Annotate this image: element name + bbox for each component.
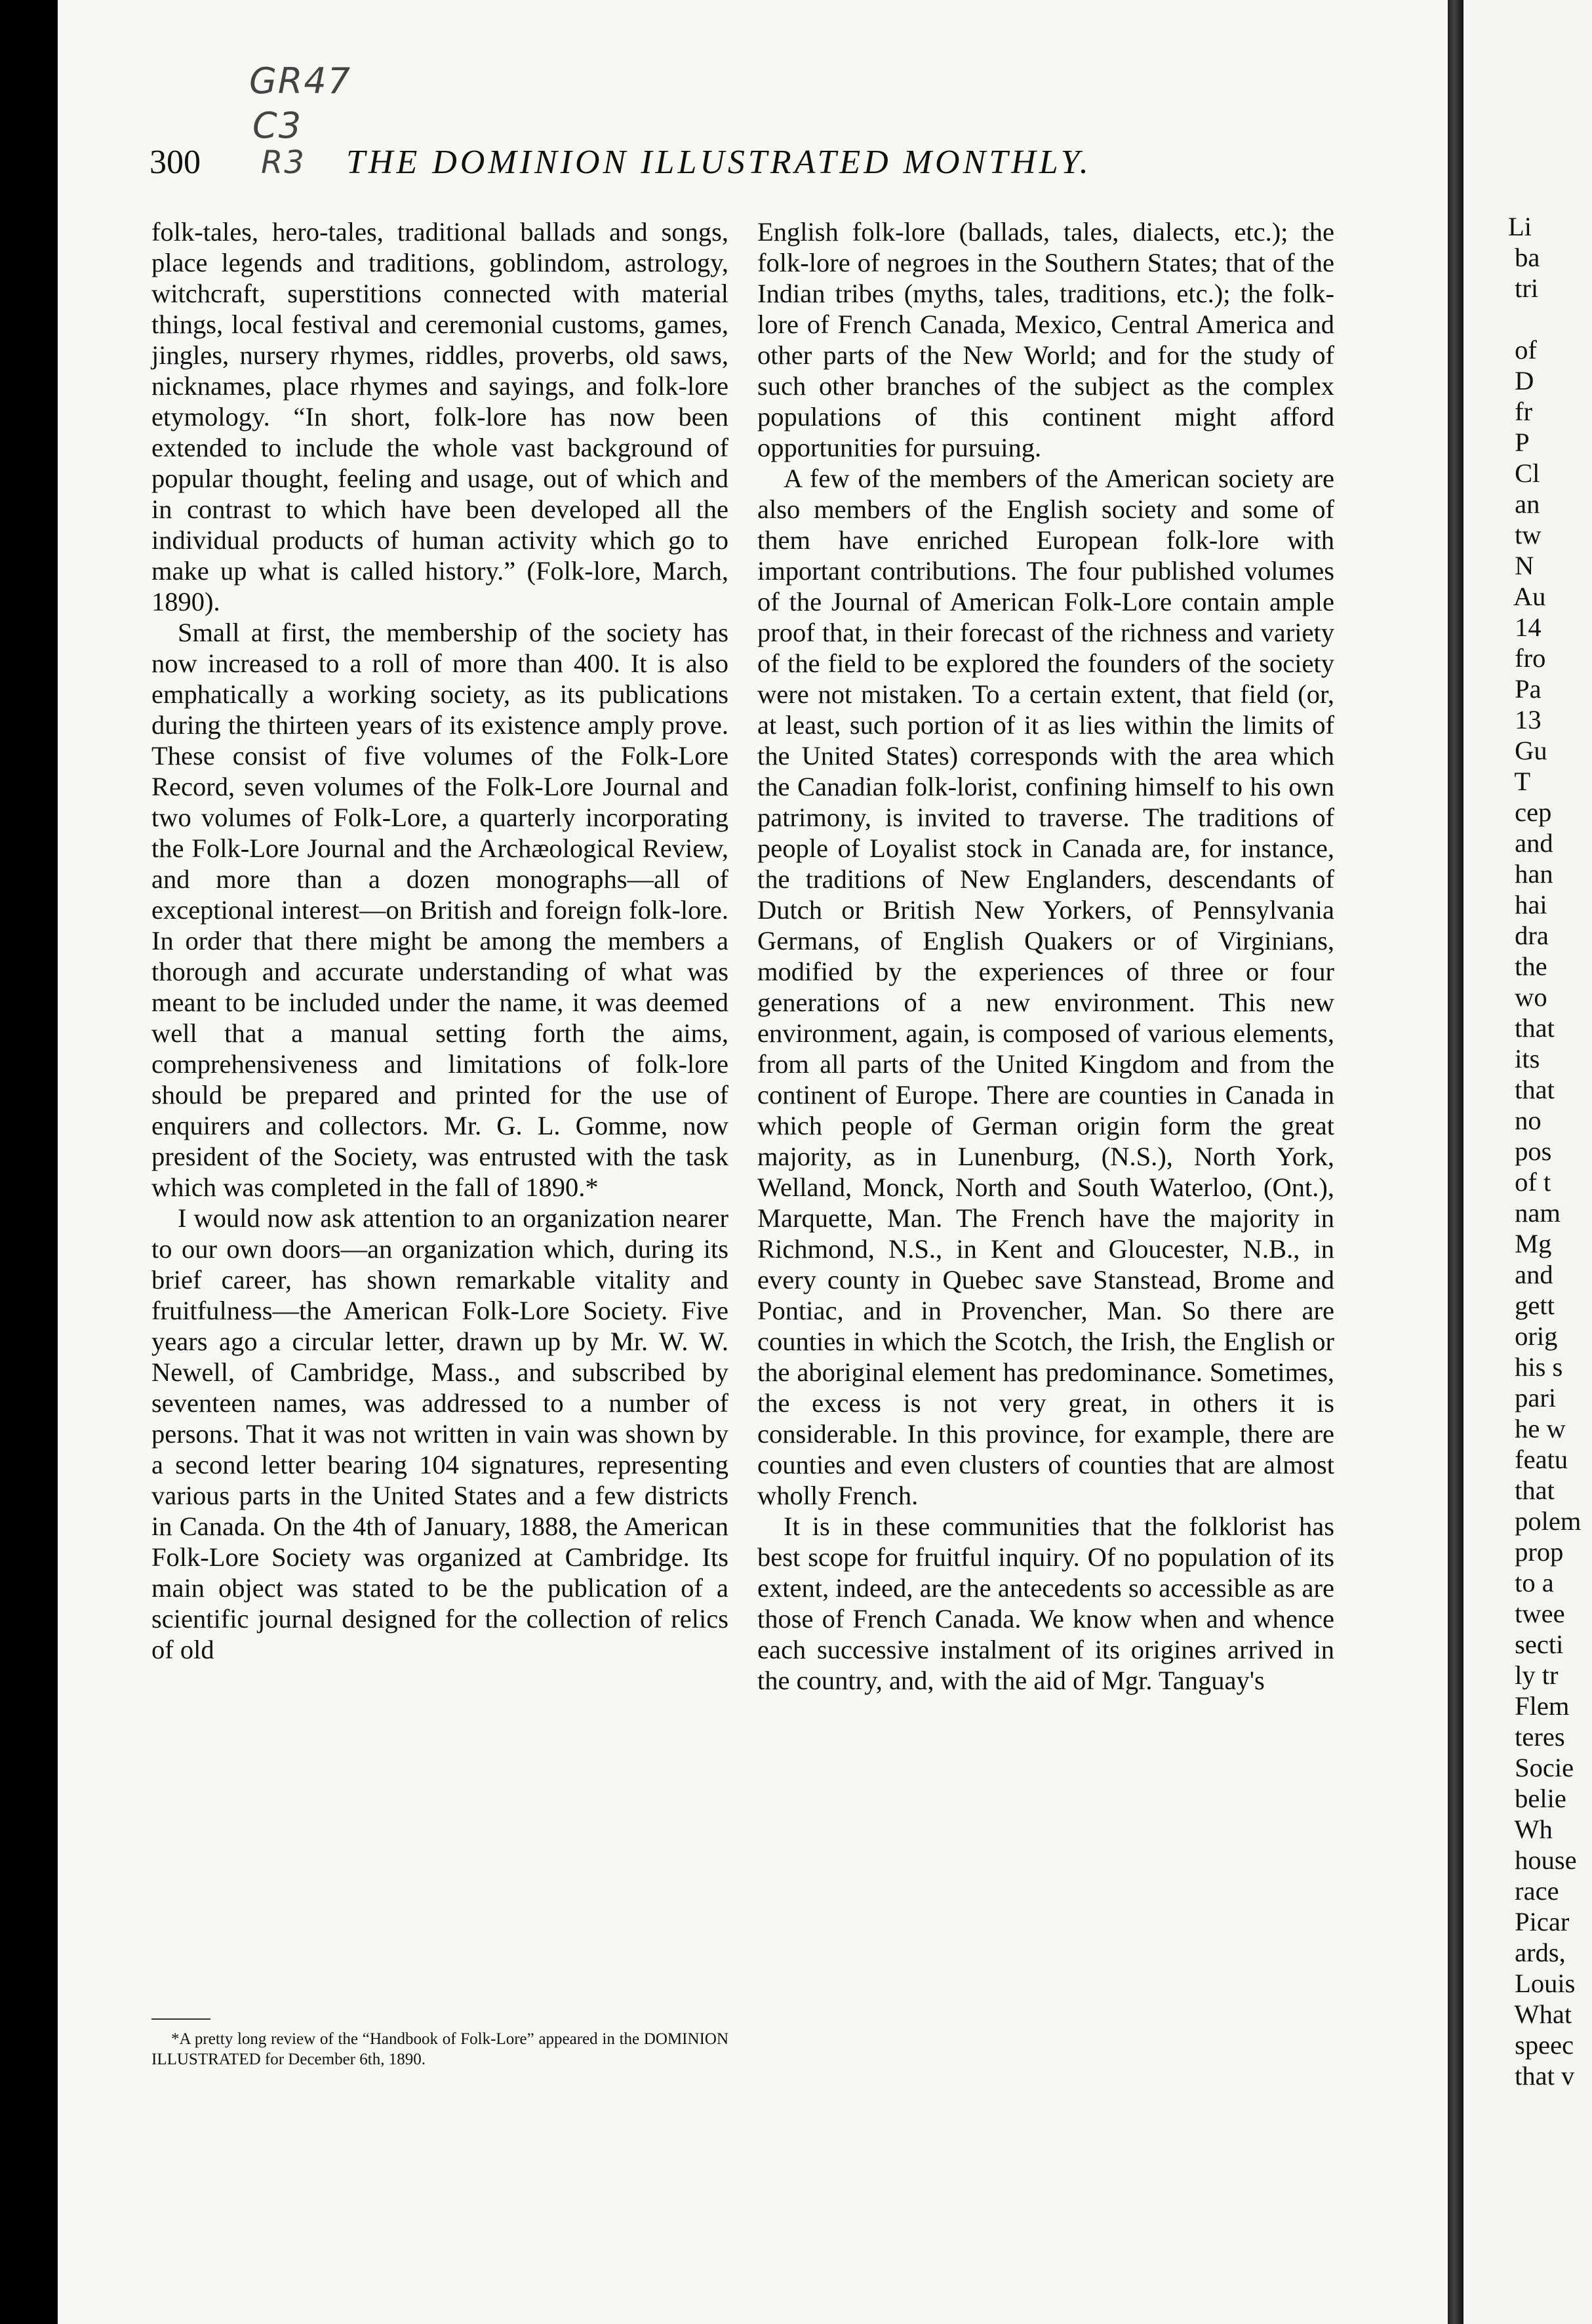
paragraph: English folk-lore (ballads, tales, dialects, etc.); the folk-lore of negroes in the Southern States; that of the Indian tribes (myths, tales, traditions, etc.); the folk-lore of French Canada, Mexico, Central America and other parts of the New World; and for the study of such other branches of the subject as the complex populations of this continent might afford opportunities for pursuing. [757, 217, 1334, 462]
footnote-text: *A pretty long review of the “Handbook of Folk-Lore” appeared in the DOMINION ILLUSTRATED for December 6th, 1890. [151, 2030, 728, 2068]
paragraph: It is in these communities that the folklorist has best scope for fruitful inquiry. Of no population of its extent, indeed, are the antecedents so accessible as are those of French Canada. We know when and whence each successive instalment of its origines arrived in the country, and, with the aid of Mgr. Tanguay's [757, 1512, 1334, 1695]
running-title: THE DOMINION ILLUSTRATED MONTHLY. [346, 144, 1092, 181]
footnote-rule [151, 2018, 210, 2020]
text-column-right [757, 216, 1334, 1696]
handwritten-callnumber-2: C3 [252, 105, 303, 146]
facing-page-text-fragment: Li ba tri of D fr P Cl an tw N Au 14 fro Pa 13 Gu T cep and han hai dra the wo that its that no pos of t nam Mg and gett orig his s pari he w featu that polem prop to a twee secti ly tr Flem teres Socie belie Wh house race Picar ards, Louis What speec that v [1508, 212, 1582, 2091]
handwritten-callnumber-3: R3 [261, 144, 306, 181]
page-gutter [1448, 0, 1463, 2324]
paragraph: Small at first, the membership of the society has now increased to a roll of more than 400. It is also emphatically a working society, as its publications during the thirteen years of its existence amply prove. These consist of five volumes of the Folk-Lore Record, seven volumes of the Folk-Lore Journal and two volumes of Folk-Lore, a quarterly incorporating the Folk-Lore Journal and the Archæological Review, and more than a dozen monographs—all of exceptional interest—on British and foreign folk-lore. In order that there might be among the members a thorough and accurate understanding of what was meant to be included under the name, it was deemed well that a manual setting forth the aims, comprehensiveness and limitations of folk-lore should be prepared and printed for the use of enquirers and collectors. Mr. G. L. Gomme, now president of the Society, was entrusted with the task which was completed in the fall of 1890.* [151, 618, 728, 1202]
text-column-left [151, 216, 728, 1665]
handwritten-callnumber-1: GR47 [249, 60, 352, 102]
running-header [149, 139, 1199, 186]
page-number: 300 [149, 144, 201, 181]
footnote [151, 2029, 728, 2070]
paragraph: I would now ask attention to an organization nearer to our own doors—an organization which, during its brief career, has shown remarkable vitality and fruitfulness—the American Folk-Lore Society. Five years ago a circular letter, drawn up by Mr. W. W. Newell, of Cambridge, Mass., and subscribed by seventeen names, was addressed to a number of persons. That it was not written in vain was shown by a second letter bearing 104 signatures, representing various parts in the United States and a few districts in Canada. On the 4th of January, 1888, the American Folk-Lore Society was organized at Cambridge. Its main object was stated to be the publication of a scientific journal designed for the collection of relics of old [151, 1203, 728, 1664]
paragraph: folk-tales, hero-tales, traditional ballads and songs, place legends and traditions, goblindom, astrology, witchcraft, superstitions connected with material things, local festival and ceremonial customs, games, jingles, nursery rhymes, riddles, proverbs, old saws, nicknames, place rhymes and sayings, and folk-lore etymology. “In short, folk-lore has now been extended to include the whole vast background of popular thought, feeling and usage, out of which and in contrast to which have been developed all the individual products of human activity which go to make up what is called history.” (Folk-lore, March, 1890). [151, 217, 728, 616]
paragraph: A few of the members of the American society are also members of the English society and some of them have enriched European folk-lore with important contributions. The four published volumes of the Journal of American Folk-Lore contain ample proof that, in their forecast of the richness and variety of the field to be explored the founders of the society were not mistaken. To a certain extent, that field (or, at least, such portion of it as lies within the limits of the United States) corresponds with the area which the Canadian folk-lorist, confining himself to his own patrimony, is invited to traverse. The traditions of people of Loyalist stock in Canada are, for instance, the traditions of New Englanders, descendants of Dutch or British New Yorkers, of Pennsylvania Germans, of English Quakers or of Virginians, modified by the experiences of three or four generations of a new environment. This new environment, again, is composed of various elements, from all parts of the United Kingdom and from the continent of Europe. There are counties in Canada in which people of German origin form the great majority, as in Lunenburg, (N.S.), North York, Welland, Monck, North and South Waterloo, (Ont.), Marquette, Man. The French have the majority in Richmond, N.S., in Kent and Gloucester, N.B., in every county in Quebec save Stanstead, Brome and Pontiac, and in Provencher, Man. So there are counties in which the Scotch, the Irish, the English or the aboriginal element has predominance. Sometimes, the excess is not very great, in others it is considerable. In this province, for example, there are counties and even clusters of counties that are almost wholly French. [757, 464, 1334, 1510]
